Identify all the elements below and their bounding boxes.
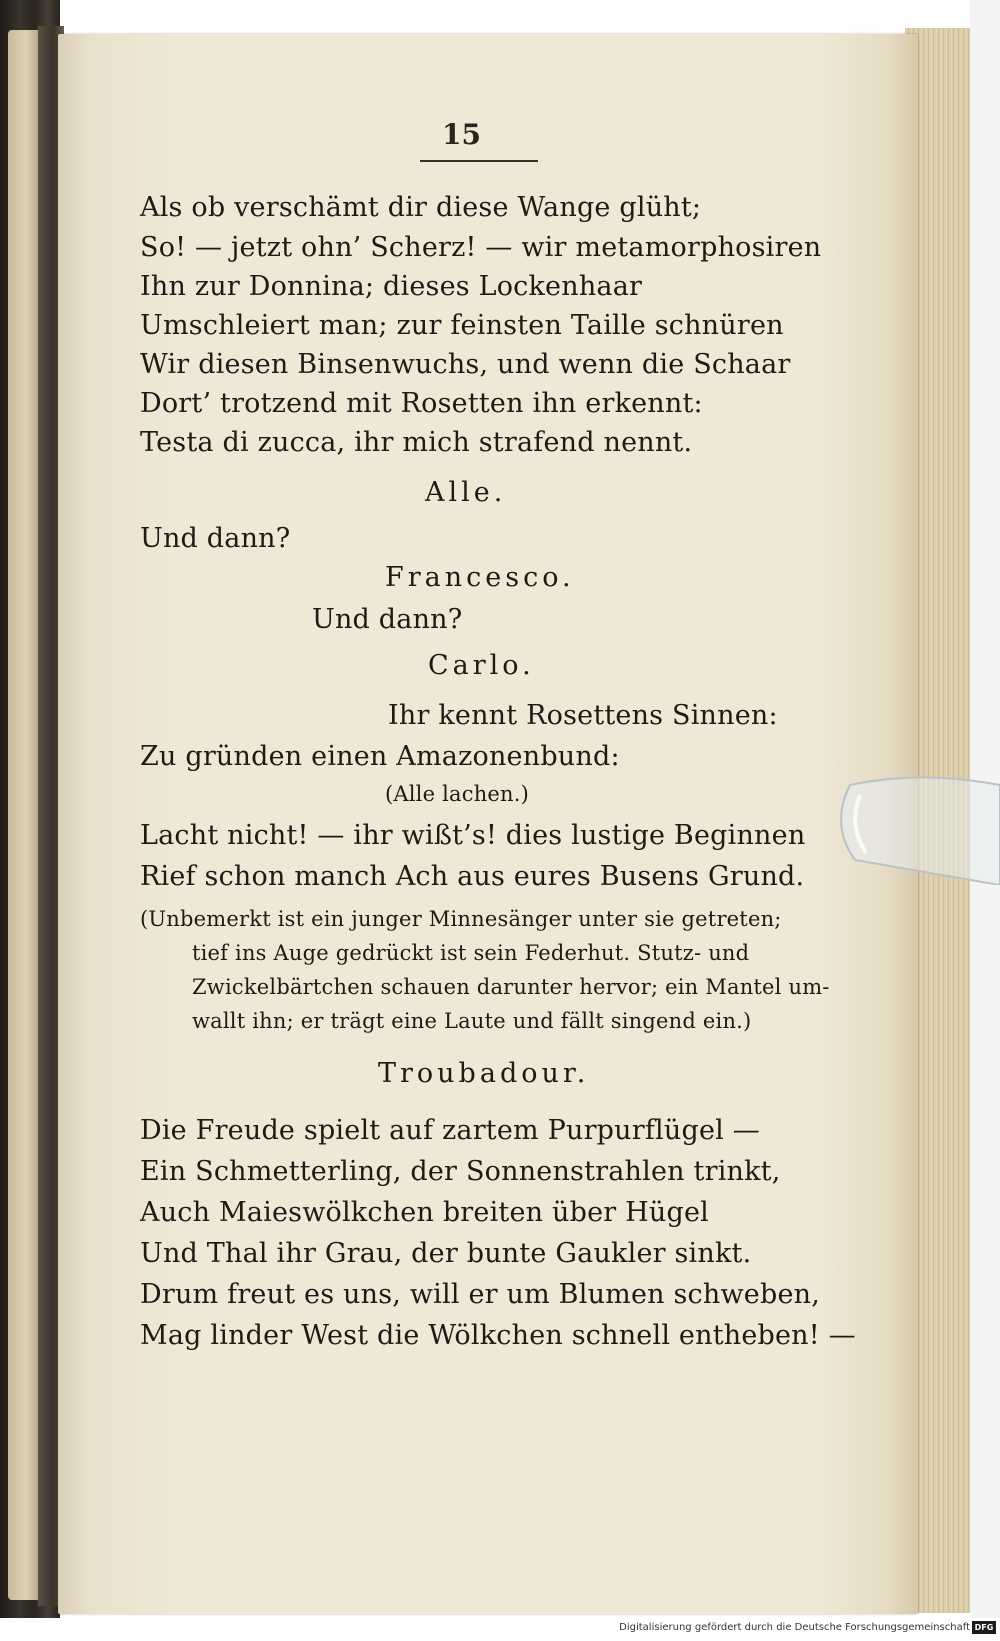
verse-line: Und dann? <box>140 523 291 554</box>
speaker-carlo: Carlo. <box>428 650 535 681</box>
speaker-alle: Alle. <box>425 477 507 508</box>
verse-line: Ein Schmetterling, der Sonnenstrahlen trinkt, <box>140 1156 781 1187</box>
header-rule <box>420 160 538 162</box>
stage-direction-laugh: (Alle lachen.) <box>385 782 530 806</box>
left-page-edge <box>8 30 38 1600</box>
verse-line: So! — jetzt ohn’ Scherz! — wir metamorphosiren <box>140 232 822 263</box>
verse-line: Zu gründen einen Amazonenbund: <box>140 741 620 772</box>
verse-line: Als ob verschämt dir diese Wange glüht; <box>140 192 702 223</box>
verse-line: Und Thal ihr Grau, der bunte Gaukler sinkt. <box>140 1238 752 1269</box>
stage-direction-line: tief ins Auge gedrückt ist sein Federhut. Stutz- und <box>192 941 750 965</box>
verse-line: Drum freut es uns, will er um Blumen schweben, <box>140 1279 820 1310</box>
verse-line: Ihn zur Donnina; dieses Lockenhaar <box>140 271 643 302</box>
stage-direction-line: Zwickelbärtchen schauen darunter hervor; ein Mantel um- <box>192 975 830 999</box>
page-clip-icon <box>830 765 1000 885</box>
verse-line: Rief schon manch Ach aus eures Busens Grund. <box>140 861 805 892</box>
stage-direction-line: wallt ihn; er trägt eine Laute und fällt singend ein.) <box>192 1009 752 1033</box>
verse-line: Und dann? <box>312 604 463 635</box>
verse-line: Umschleiert man; zur feinsten Taille schnüren <box>140 310 784 341</box>
verse-line: Auch Maieswölkchen breiten über Hügel <box>140 1197 709 1228</box>
verse-line: Ihr kennt Rosettens Sinnen: <box>388 700 778 731</box>
verse-line: Lacht nicht! — ihr wißt’s! dies lustige Beginnen <box>140 820 806 851</box>
verse-line: Testa di zucca, ihr mich strafend nennt. <box>140 427 693 458</box>
speaker-troubadour: Troubadour. <box>378 1058 590 1089</box>
speaker-francesco: Francesco. <box>385 562 575 593</box>
verse-line: Dort’ trotzend mit Rosetten ihn erkennt: <box>140 388 703 419</box>
verse-line: Die Freude spielt auf zartem Purpurflügel — <box>140 1115 760 1146</box>
dfg-logo-icon: DFG <box>972 1621 996 1634</box>
stage-direction-line: (Unbemerkt ist ein junger Minnesänger unter sie getreten; <box>140 907 782 931</box>
footer-credit: Digitalisierung gefördert durch die Deutsche Forschungsgemeinschaft <box>619 1622 970 1633</box>
verse-line: Mag linder West die Wölkchen schnell entheben! — <box>140 1320 856 1351</box>
page-number: 15 <box>442 118 481 151</box>
verse-line: Wir diesen Binsenwuchs, und wenn die Schaar <box>140 349 791 380</box>
